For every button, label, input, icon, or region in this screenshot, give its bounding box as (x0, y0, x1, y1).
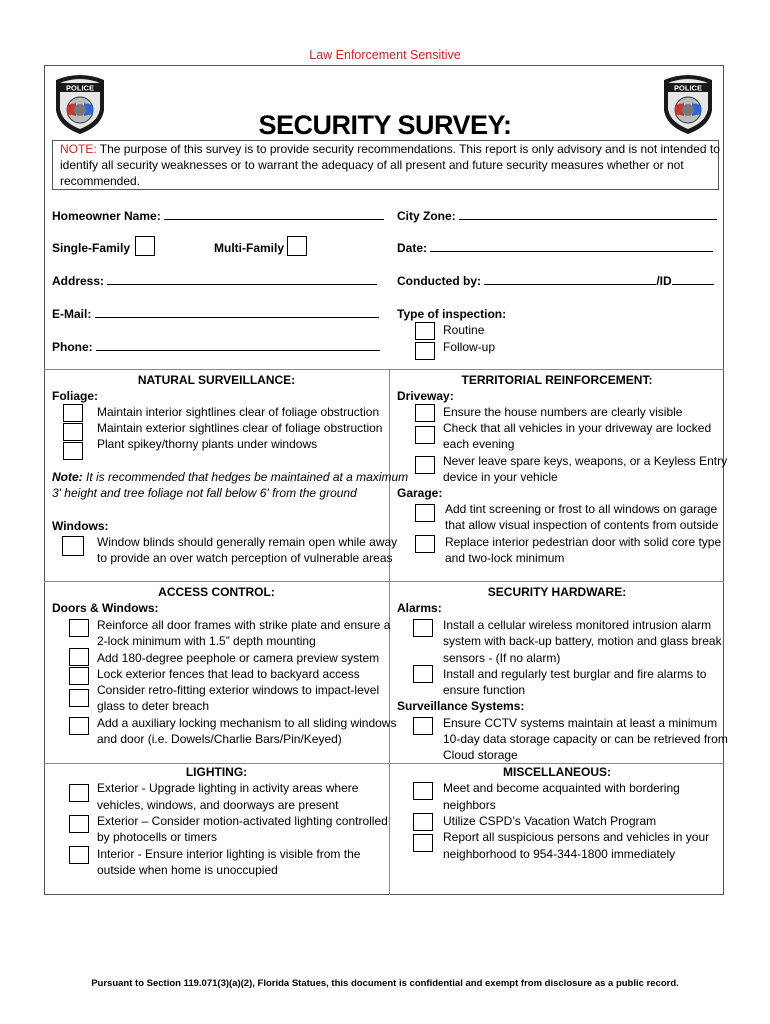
garage-checkbox-2[interactable] (415, 535, 435, 553)
note-line-1 (60, 141, 720, 157)
driveway-item-2: Check that all vehicles in your driveway are locked (443, 421, 712, 435)
misc-line-3: Utilize CSPD’s Vacation Watch Program (443, 814, 657, 828)
conducted-by-field: Conducted by: /ID (397, 273, 714, 289)
lighting-line-1: Exterior - Upgrade lighting in activity areas where (97, 781, 359, 795)
access-checkbox-1[interactable] (69, 619, 89, 637)
city-zone-input[interactable] (459, 208, 717, 220)
note-line-2: identify all security weaknesses or to warrant the adequacy of all present and future security measures whether or not (60, 158, 684, 172)
foliage-checkbox-3[interactable] (63, 442, 83, 460)
driveway-checkbox-2[interactable] (415, 426, 435, 444)
foliage-label: Foliage: (52, 389, 99, 403)
windows-line-1: Window blinds should generally remain open while away (97, 535, 398, 549)
foliage-note-1: Note: It is recommended that hedges be maintained at a maximum (52, 470, 409, 484)
misc-checkbox-1[interactable] (413, 782, 433, 800)
id-label: /ID (656, 274, 672, 288)
page-title: SECURITY SURVEY: (258, 110, 512, 140)
misc-line-1: Meet and become acquainted with bordering (443, 781, 680, 795)
single-family-label: Single-Family (52, 241, 131, 255)
foliage-item-1: Maintain interior sightlines clear of foliage obstruction (97, 405, 380, 419)
alarm-line-2: system with back-up battery, motion and glass break (443, 634, 722, 648)
inspection-type-label: Type of inspection: (397, 307, 507, 321)
security-hardware-heading: SECURITY HARDWARE: (487, 585, 627, 599)
single-family-checkbox[interactable] (135, 236, 155, 256)
id-input[interactable] (672, 273, 714, 285)
natural-surveillance-heading: NATURAL SURVEILLANCE: (137, 373, 296, 387)
section-divider-1 (44, 369, 724, 370)
lighting-heading: LIGHTING: (185, 765, 248, 779)
alarm-line-4: Install and regularly test burglar and fire alarms to (443, 667, 707, 681)
homeowner-input[interactable] (164, 208, 384, 220)
surveillance-line-1: Ensure CCTV systems maintain at least a minimum (443, 716, 718, 730)
access-line-6: glass to deter breach (97, 699, 210, 713)
date-field: Date: (397, 240, 713, 256)
homeowner-field: Homeowner Name: (52, 208, 384, 224)
alarm-line-5: ensure function (443, 683, 526, 697)
access-checkbox-5[interactable] (69, 717, 89, 735)
garage-label: Garage: (397, 486, 443, 500)
lighting-line-6: outside when home is unoccupied (97, 863, 278, 877)
address-input[interactable] (107, 273, 377, 285)
address-field: Address: (52, 273, 377, 289)
alarm-line-3: sensors - (If no alarm) (443, 651, 561, 665)
access-line-8: and door (i.e. Dowels/Charlie Bars/Pin/Keyed) (97, 732, 342, 746)
alarms-label: Alarms: (397, 601, 442, 615)
access-line-1: Reinforce all door frames with strike plate and ensure a (97, 618, 391, 632)
driveway-checkbox-1[interactable] (415, 404, 435, 422)
driveway-item-4: Never leave spare keys, weapons, or a Keyless Entry (443, 454, 728, 468)
note-line-3: recommended. (60, 174, 141, 188)
garage-item-4: and two-lock minimum (445, 551, 565, 565)
foliage-item-2: Maintain exterior sightlines clear of foliage obstruction (97, 421, 383, 435)
driveway-item-3: each evening (443, 437, 515, 451)
foliage-checkbox-1[interactable] (63, 404, 83, 422)
multi-family-label: Multi-Family (214, 241, 285, 255)
conducted-by-input[interactable] (484, 273, 656, 285)
alarm-checkbox-2[interactable] (413, 665, 433, 683)
miscellaneous-heading: MISCELLANEOUS: (503, 765, 611, 779)
windows-label: Windows: (52, 519, 109, 533)
access-line-3: Add 180-degree peephole or camera preview system (97, 651, 380, 665)
surveillance-line-2: 10-day data storage capacity or can be retrieved from (443, 732, 728, 746)
access-line-5: Consider retro-fitting exterior windows to impact-level (97, 683, 380, 697)
misc-checkbox-3[interactable] (413, 834, 433, 852)
doors-windows-label: Doors & Windows: (52, 601, 159, 615)
garage-item-3: Replace interior pedestrian door with solid core type (445, 535, 722, 549)
lighting-checkbox-3[interactable] (69, 846, 89, 864)
city-zone-field: City Zone: (397, 208, 717, 224)
surveillance-label: Surveillance Systems: (397, 699, 525, 713)
note-label: NOTE: (60, 142, 97, 156)
email-field: E-Mail: (52, 306, 379, 322)
access-line-7: Add a auxiliary locking mechanism to all sliding windows (97, 716, 397, 730)
followup-checkbox[interactable] (415, 342, 435, 360)
territorial-heading: TERRITORIAL REINFORCEMENT: (461, 373, 653, 387)
routine-label: Routine (443, 323, 485, 337)
foliage-checkbox-2[interactable] (63, 423, 83, 441)
confidentiality-footer: Pursuant to Section 119.071(3)(a)(2), Florida Statues, this document is confidential and exempt from disclosure as a public record. (91, 978, 679, 989)
driveway-label: Driveway: (397, 389, 454, 403)
email-input[interactable] (95, 306, 379, 318)
access-checkbox-4[interactable] (69, 689, 89, 707)
driveway-checkbox-3[interactable] (415, 456, 435, 474)
svg-text:POLICE: POLICE (674, 83, 702, 93)
driveway-item-5: device in your vehicle (443, 470, 558, 484)
multi-family-checkbox[interactable] (287, 236, 307, 256)
misc-line-4: Report all suspicious persons and vehicles in your (443, 830, 710, 844)
alarm-line-1: Install a cellular wireless monitored intrusion alarm (443, 618, 712, 632)
lighting-checkbox-2[interactable] (69, 815, 89, 833)
garage-checkbox-1[interactable] (415, 504, 435, 522)
phone-field: Phone: (52, 339, 380, 355)
garage-item-2: that allow visual inspection of contents from outside (445, 518, 719, 532)
access-line-4: Lock exterior fences that lead to backyard access (97, 667, 360, 681)
driveway-item-1: Ensure the house numbers are clearly visible (443, 405, 683, 419)
alarm-checkbox-1[interactable] (413, 619, 433, 637)
access-checkbox-2[interactable] (69, 648, 89, 666)
garage-item-1: Add tint screening or frost to all windows on garage (445, 502, 718, 516)
lighting-checkbox-1[interactable] (69, 784, 89, 802)
access-line-2: 2-lock minimum with 1.5” depth mounting (97, 634, 316, 648)
surveillance-checkbox[interactable] (413, 717, 433, 735)
lighting-line-2: vehicles, windows, and doorways are present (97, 798, 339, 812)
date-input[interactable] (430, 240, 713, 252)
routine-checkbox[interactable] (415, 322, 435, 340)
access-checkbox-3[interactable] (69, 667, 89, 685)
svg-text:POLICE: POLICE (66, 83, 94, 93)
foliage-note-2: 3' height and tree foliage not fall below 6' from the ground (52, 486, 357, 500)
section-divider-2 (44, 581, 724, 582)
sensitivity-label: Law Enforcement Sensitive (309, 48, 461, 62)
misc-line-5: neighborhood to 954-344-1800 immediately (443, 847, 676, 861)
misc-line-2: neighbors (443, 798, 496, 812)
access-control-heading: ACCESS CONTROL: (158, 585, 275, 599)
lighting-line-4: by photocells or timers (97, 830, 218, 844)
lighting-line-5: Interior - Ensure interior lighting is visible from the (97, 847, 361, 861)
misc-checkbox-2[interactable] (413, 813, 433, 831)
windows-line-2: to provide an over watch perception of vulnerable areas (97, 551, 393, 565)
windows-checkbox[interactable] (62, 536, 84, 556)
foliage-item-3: Plant spikey/thorny plants under windows (97, 437, 318, 451)
followup-label: Follow-up (443, 340, 496, 354)
note-text-1: The purpose of this survey is to provide security recommendations. This report is only advisory and is not intended to (99, 142, 720, 156)
surveillance-line-3: Cloud storage (443, 748, 518, 762)
phone-input[interactable] (96, 339, 380, 351)
lighting-line-3: Exterior – Consider motion-activated lighting controlled (97, 814, 388, 828)
